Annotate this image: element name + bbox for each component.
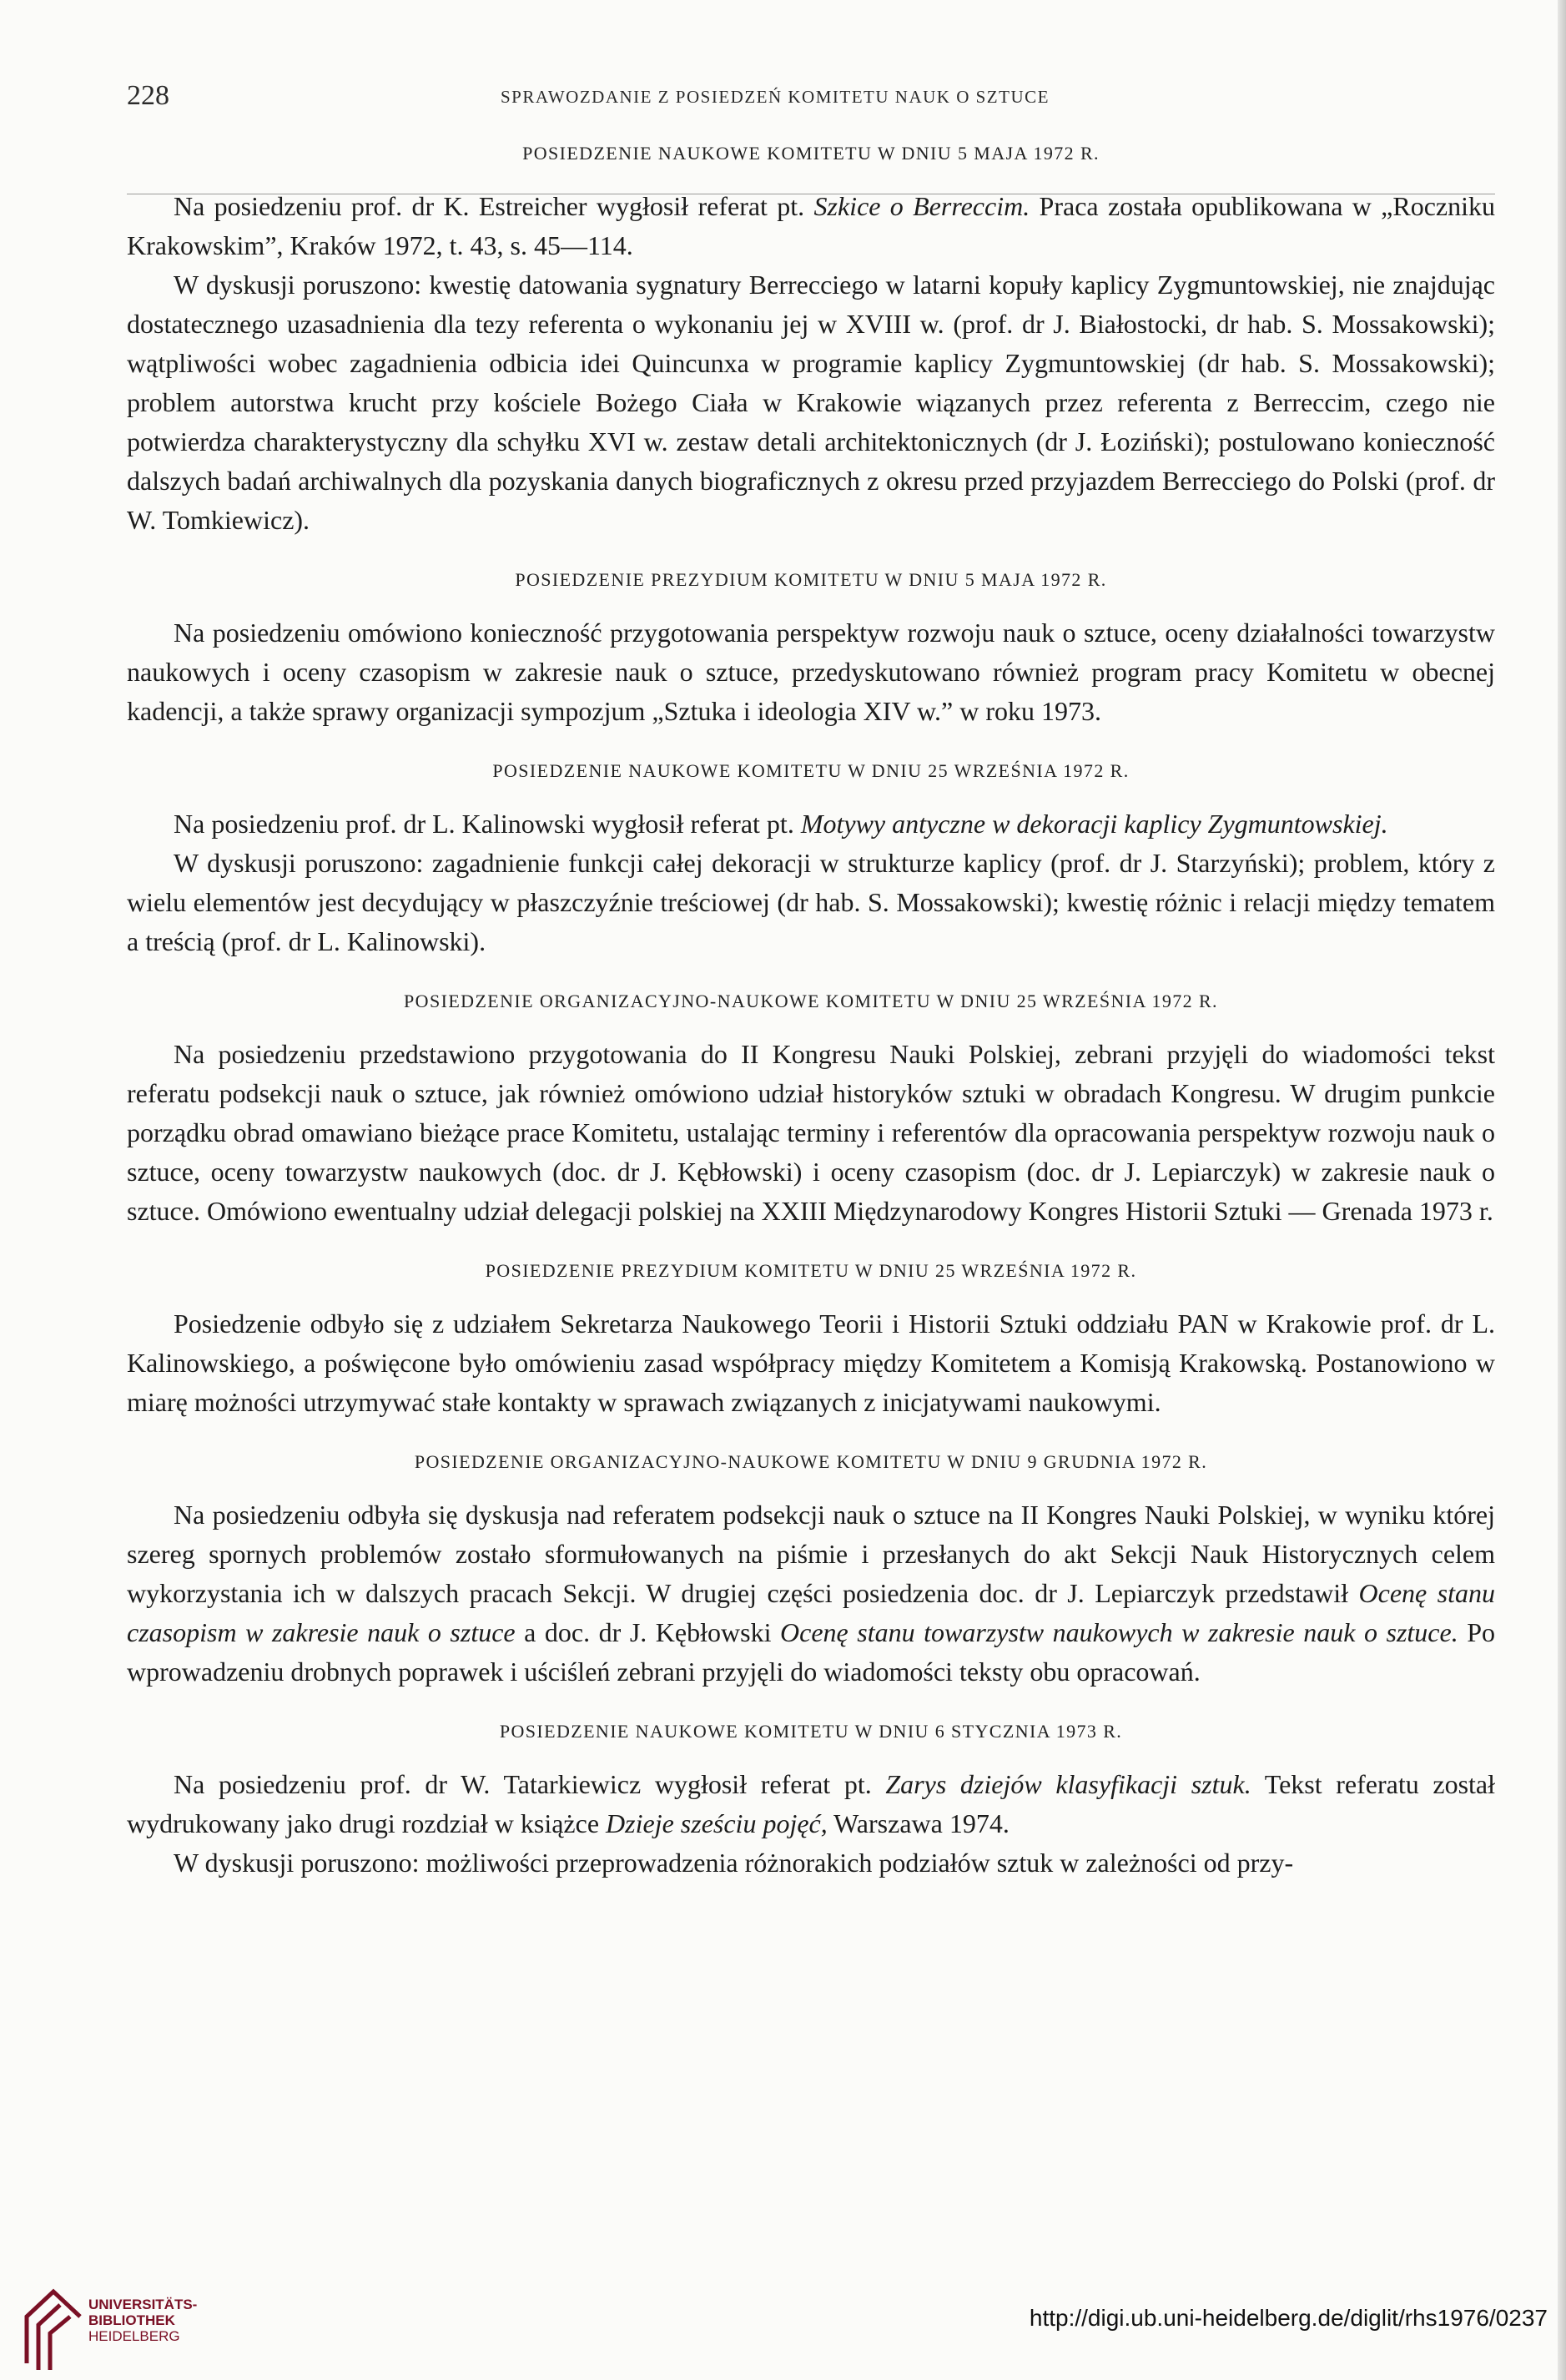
section-heading: POSIEDZENIE NAUKOWE KOMITETU W DNIU 25 WRZEŚNIA 1972 R. (492, 760, 1130, 781)
paragraph (127, 1843, 1495, 1883)
paragraph (127, 844, 1495, 961)
document-body (127, 140, 1495, 1909)
report-section (127, 1258, 1495, 1422)
italic-title-text: Zarys dziejów klasyfikacji sztuk. (885, 1769, 1251, 1799)
running-title: SPRAWOZDANIE Z POSIEDZEŃ KOMITETU NAUK O SZTUCE (501, 87, 1050, 107)
body-text: W dyskusji poruszono: kwestię datowania sygnatury Berrecciego w latarni kopuły kaplicy Zygmuntowskiej, nie znajdując dostatecznego uzasadnienia dla tezy referenta o wykonaniu jej w XVIII w. (prof. dr J. Białostocki, dr hab. S. Mossakowski); wątpliwości wobec zagadnienia odbicia idei Quincunxa w programie kaplicy Zygmuntowskiej (dr hab. S. Mossakowski); problem autorstwa krucht przy kościele Bożego Ciała w Krakowie wiązanych przez referenta z Berreccim, czego nie potwierdza charakterystyczny dla schyłku XVI w. zestaw detali architektonicznych (dr J. Łoziński); postulowano konieczność dalszych badań archiwalnych dla pozyskania danych biograficznych z okresu przed przyjazdem Berrecciego do Polski (prof. dr W. Tomkiewicz). (127, 270, 1495, 535)
source-url-link[interactable]: http://digi.ub.uni-heidelberg.de/diglit/rhs1976/0237 (1029, 2305, 1548, 2331)
report-section (127, 1718, 1495, 1883)
section-heading: POSIEDZENIE NAUKOWE KOMITETU W DNIU 5 MAJA 1972 R. (522, 143, 1100, 164)
paragraph (127, 187, 1495, 265)
paragraph (127, 804, 1495, 844)
body-text: Na posiedzeniu odbyła się dyskusja nad referatem podsekcji nauk o sztuce na II Kongres Nauki Polskiej, w wyniku której szereg spornych problemów zostało sformułowanych na piśmie i przesłanych do akt Sekcji Nauk Historycznych celem wykorzystania ich w dalszych pracach Sekcji. W drugiej części posiedzenia doc. dr J. Lepiarczyk przedstawił (127, 1500, 1495, 1608)
section-heading: POSIEDZENIE PREZYDIUM KOMITETU W DNIU 25 WRZEŚNIA 1972 R. (485, 1260, 1137, 1281)
report-section (127, 140, 1495, 540)
running-head (127, 80, 1495, 113)
library-name[interactable] (88, 2297, 197, 2344)
library-logo-icon[interactable] (20, 2283, 87, 2373)
section-heading: POSIEDZENIE ORGANIZACYJNO-NAUKOWE KOMITETU W DNIU 9 GRUDNIA 1972 R. (414, 1451, 1208, 1472)
body-text: Na posiedzeniu omówiono konieczność przygotowania perspektyw rozwoju nauk o sztuce, oceny działalności towarzystw naukowych i oceny czasopism w zakresie nauk o sztuce, przedyskutowano również program pracy Komitetu w obecnej kadencji, a także sprawy organizacji sympozjum „Sztuka i ideologia XIV w.” w roku 1973. (127, 618, 1495, 726)
body-text: W dyskusji poruszono: zagadnienie funkcji całej dekoracji w strukturze kaplicy (prof. dr J. Starzyński); problem, który z wielu elementów jest decydujący w płaszczyźnie treściowej (dr hab. S. Mossakowski); kwestię różnic i relacji między tematem a treścią (prof. dr L. Kalinowski). (127, 848, 1495, 956)
body-text: Praca została opublikowana w „Roczniku Krakowskim”, Kraków 1972, t. 43, s. 45—114. (127, 191, 1496, 260)
italic-title-text: Szkice o Berreccim. (813, 191, 1030, 221)
body-text: Na posiedzeniu prof. dr K. Estreicher wygłosił referat pt. (174, 191, 814, 221)
body-text: Na posiedzeniu przedstawiono przygotowania do II Kongresu Nauki Polskiej, zebrani przyjęli do wiadomości tekst referatu podsekcji nauk o sztuce, jak również omówiono udział historyków sztuki w obradach Kongresu. W drugim punkcie porządku obrad omawiano bieżące prace Komitetu, ustalając terminy i referentów dla opracowania perspektyw rozwoju nauk o sztuce, oceny towarzystw naukowych (doc. dr J. Kębłowski) i oceny czasopism (doc. dr J. Lepiarczyk) w zakresie nauk o sztuce. Omówiono ewentualny udział delegacji polskiej na XXIII Międzynarodowy Kongres Historii Sztuki — Grenada 1973 r. (127, 1039, 1495, 1226)
body-text: Posiedzenie odbyło się z udziałem Sekretarza Naukowego Teorii i Historii Sztuki oddziału PAN w Krakowie prof. dr L. Kalinowskiego, a poświęcone było omówieniu zasad współpracy między Komitetem a Komisją Krakowską. Postanowiono w miarę możności utrzymywać stałe kontakty w sprawach związanych z inicjatywami naukowymi. (127, 1308, 1495, 1417)
body-text: Na posiedzeniu prof. dr L. Kalinowski wygłosił referat pt. (174, 809, 801, 839)
library-name-line2: BIBLIOTHEK (88, 2312, 175, 2328)
report-section (127, 758, 1495, 961)
paragraph (127, 1035, 1495, 1231)
section-heading: POSIEDZENIE ORGANIZACYJNO-NAUKOWE KOMITETU W DNIU 25 WRZEŚNIA 1972 R. (404, 991, 1218, 1011)
section-heading: POSIEDZENIE PREZYDIUM KOMITETU W DNIU 5 MAJA 1972 R. (515, 569, 1107, 590)
section-heading: POSIEDZENIE NAUKOWE KOMITETU W DNIU 6 STYCZNIA 1973 R. (499, 1721, 1123, 1742)
paragraph (127, 1495, 1495, 1692)
page-edge-shadow (1558, 0, 1566, 2380)
italic-title-text: Motywy antyczne w dekoracji kaplicy Zygmuntowskiej. (800, 809, 1388, 839)
paragraph (127, 613, 1495, 731)
italic-title-text: Ocenę stanu towarzystw naukowych w zakresie nauk o sztuce. (780, 1617, 1458, 1647)
body-text: Tekst referatu został wydrukowany jako drugi rozdział w książce (127, 1769, 1495, 1838)
library-name-line3: HEIDELBERG (88, 2328, 180, 2344)
body-text: Po wprowadzeniu drobnych poprawek i uściśleń zebrani przyjęli do wiadomości teksty obu opracowań. (127, 1617, 1496, 1687)
paragraph (127, 1765, 1495, 1843)
library-name-line1: UNIVERSITÄTS- (88, 2297, 198, 2312)
body-text: Na posiedzeniu prof. dr W. Tatarkiewicz wygłosił referat pt. (174, 1769, 886, 1799)
italic-title-text: Dzieje sześciu pojęć, (606, 1808, 828, 1838)
body-text: a doc. dr J. Kębłowski (515, 1617, 780, 1647)
report-section (127, 1449, 1495, 1692)
italic-title-text: Ocenę stanu czasopism w zakresie nauk o sztuce (127, 1578, 1496, 1647)
report-section (127, 567, 1495, 731)
page-number: 228 (127, 80, 169, 111)
paragraph (127, 1304, 1495, 1422)
body-text: W dyskusji poruszono: możliwości przeprowadzenia różnorakich podziałów sztuk w zależności od przy- (174, 1848, 1294, 1878)
paragraph (127, 265, 1495, 540)
report-section (127, 988, 1495, 1231)
body-text: Warszawa 1974. (827, 1808, 1010, 1838)
